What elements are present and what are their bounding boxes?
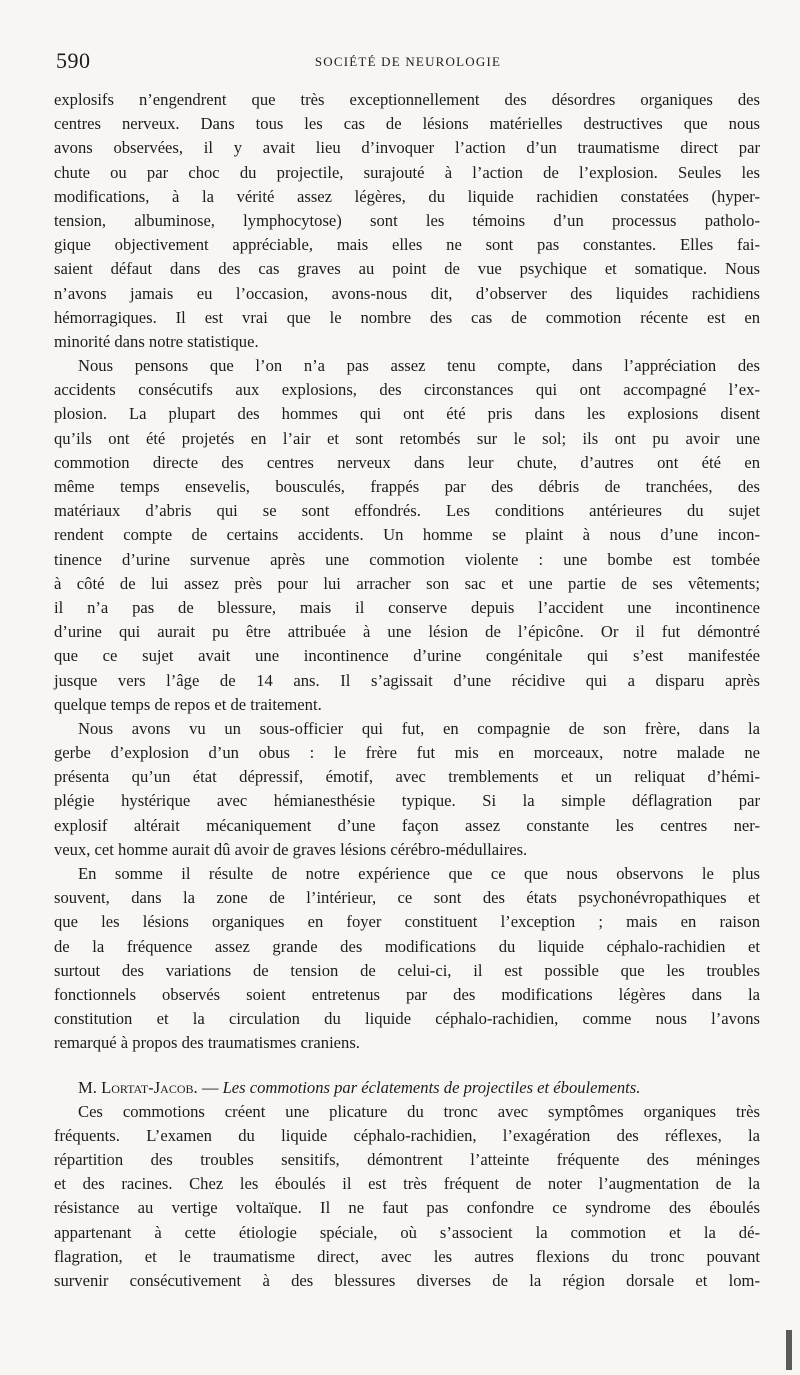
text-line: flagration, et le traumatisme direct, avec les autres flexions du tronc pouvant	[54, 1246, 760, 1266]
text-line: fonctionnels observés soient entretenus par des modifications légères dans la	[54, 984, 760, 1004]
text-line: surtout des variations de tension de celui-ci, il est possible que les troubles	[54, 960, 760, 980]
text-line: que les lésions organiques en foyer constituent l’exception ; mais en raison	[54, 912, 760, 932]
text-line: qu’ils ont été projetés en l’air et sont retombés sur le sol; ils ont pu avoir une	[54, 428, 760, 448]
text-line: explosifs n’engendrent que très exceptionnellement des désordres organiques des	[54, 90, 760, 109]
page-header	[56, 48, 760, 78]
text-line: jusque vers l’âge de 14 ans. Il s’agissait d’une récidive qui a disparu après	[54, 670, 760, 690]
text-line: que ce sujet avait une incontinence d’urine congénitale qui s’est manifestée	[54, 646, 760, 666]
paragraph-2	[54, 354, 760, 717]
text-line: à côté de lui assez près pour lui arracher son sac et une partie de ses vêtements;	[54, 573, 760, 593]
text-line: explosif altérait mécaniquement d’une façon assez constante les centres ner-	[54, 815, 760, 835]
text-line: Ces commotions créent une plicature du tronc avec symptômes organiques très	[78, 1101, 760, 1121]
author-initial: M.	[78, 1077, 102, 1097]
text-line: Nous pensons que l’on n’a pas assez tenu compte, dans l’appréciation des	[78, 356, 760, 376]
text-line: survenir consécutivement à des blessures diverses de la région dorsale et lom-	[54, 1271, 760, 1290]
scan-edge-mark	[786, 1330, 792, 1370]
text-line: chute ou par choc du projectile, surajouté à l’action de l’explosion. Seules les	[54, 162, 760, 182]
text-line: tinence d’urine survenue après une commotion violente : une bombe est tombée	[54, 549, 760, 569]
paragraph-3	[54, 717, 760, 862]
text-line: saient défaut dans des cas graves au point de vue psychique et somatique. Nous	[54, 259, 760, 279]
heading-separator: . —	[193, 1077, 223, 1097]
text-line: remarqué à propos des traumatismes craniens.	[54, 1033, 360, 1053]
section-gap	[54, 1056, 760, 1076]
text-line: de la fréquence assez grande des modifications du liquide céphalo-rachidien et	[54, 936, 760, 956]
paragraph-1	[54, 88, 760, 354]
text-line: Nous avons vu un sous-officier qui fut, en compagnie de son frère, dans la	[78, 718, 760, 738]
communication-section	[54, 1076, 760, 1294]
text-line: répartition des troubles sensitifs, démontrent l’atteinte fréquente des méninges	[54, 1150, 760, 1170]
text-line: présenta qu’un état dépressif, émotif, avec tremblements et un reliquat d’hémi-	[54, 767, 760, 787]
author-name: Lortat-Jacob	[101, 1077, 194, 1097]
text-line: avons observées, il y avait lieu d’invoquer l’action d’un traumatisme direct par	[54, 138, 760, 158]
text-line: constitution et la circulation du liquide céphalo-rachidien, comme nous l’avons	[54, 1009, 760, 1029]
text-line: matériaux d’abris qui se sont effondrés. Les conditions antérieures du sujet	[54, 501, 760, 521]
text-line: même temps ensevelis, bousculés, frappés par des débris de tranchées, des	[54, 477, 760, 496]
text-line: n’avons jamais eu l’occasion, avons-nous dit, d’observer des liquides rachidiens	[54, 283, 760, 303]
text-line: appartenant à cette étiologie spéciale, où s’associent la commotion et la dé-	[54, 1222, 760, 1242]
text-line: hémorragiques. Il est vrai que le nombre des cas de commotion récente est en	[54, 307, 760, 327]
communication-title: Les commotions par éclatements de projectiles et éboulements.	[222, 1077, 641, 1097]
paragraph-4	[54, 862, 760, 1056]
text-line: quelque temps de repos et de traitement.	[54, 694, 322, 714]
text-line: rendent compte de certains accidents. Un homme se plaint à nous d’une incon-	[54, 525, 760, 545]
communication-heading	[54, 1076, 760, 1100]
text-line: accidents consécutifs aux explosions, des circonstances qui ont accompagné l’ex-	[54, 380, 760, 400]
text-line: plosion. La plupart des hommes qui ont été pris dans les explosions disent	[54, 404, 760, 424]
text-line: il n’a pas de blessure, mais il conserve depuis l’accident une incontinence	[54, 597, 760, 617]
text-line: modifications, à la vérité assez légères, du liquide rachidien constatées (hyper-	[54, 186, 760, 206]
text-line: d’urine qui aurait pu être attribuée à une lésion de l’épicône. Or il fut démontré	[54, 622, 760, 642]
text-line: et des racines. Chez les éboulés il est très fréquent de noter l’augmentation de la	[54, 1174, 760, 1194]
text-line: veux, cet homme aurait dû avoir de graves lésions cérébro-médullaires.	[54, 839, 528, 859]
text-line: plégie hystérique avec hémianesthésie typique. Si la simple déflagration par	[54, 791, 760, 811]
text-line: tension, albuminose, lymphocytose) sont les témoins d’un processus patholo-	[54, 210, 760, 230]
text-line: souvent, dans la zone de l’intérieur, ce sont des états psychonévropathiques et	[54, 888, 760, 908]
page-number: 590	[56, 48, 91, 73]
text-line: résistance au vertige voltaïque. Il ne faut pas confondre ce syndrome des éboulés	[54, 1198, 760, 1218]
text-line: En somme il résulte de notre expérience que ce que nous observons le plus	[78, 864, 760, 883]
text-line: commotion directe des centres nerveux dans leur chute, d’autres ont été en	[54, 452, 760, 472]
text-line: centres nerveux. Dans tous les cas de lésions matérielles destructives que nous	[54, 114, 760, 134]
text-line: gerbe d’explosion d’un obus : le frère fut mis en morceaux, notre malade ne	[54, 743, 760, 763]
text-line: fréquents. L’examen du liquide céphalo-rachidien, l’exagération des réflexes, la	[54, 1125, 760, 1145]
body-text	[54, 88, 760, 1293]
running-title: SOCIÉTÉ DE NEUROLOGIE	[314, 54, 502, 69]
text-line: minorité dans notre statistique.	[54, 331, 259, 351]
text-line: gique objectivement appréciable, mais elles ne sont pas constantes. Elles fai-	[54, 235, 760, 255]
